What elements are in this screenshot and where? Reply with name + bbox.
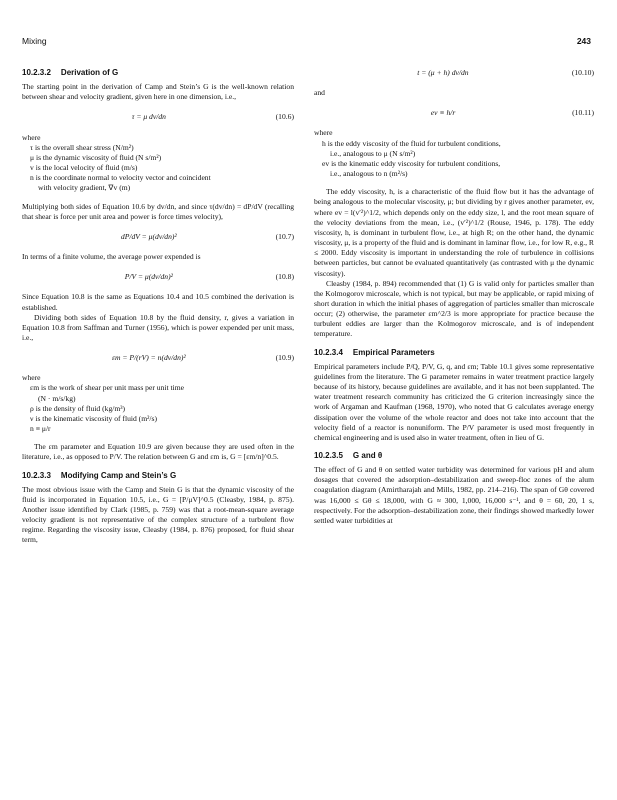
definition-list: τ is the overall shear stress (N/m²) μ is the dynamic viscosity of fluid (N s/m²) v is the local velocity of fluid (m/s) n is the coordinate normal to velocity vector and coincident with velocity gradient, ∇v (m) [30,142,211,193]
definition-list: εm is the work of shear per unit mass per unit time (N · m/s/kg) ρ is the density of fluid (kg/m³) ν is the kinematic viscosity of fluid (m²/s) n ≡ μ/r [30,383,184,434]
paragraph: Cleasby (1984, p. 894) recommended that (1) G is valid only for particles smaller than the Kolmogorov microscale, which is not typical, but may be applicable, or rapid mixing of short duration in which the initial phases of aggregation of particles smaller than microscale occur; (2) otherwise, the parameter εm^2/3 is more appropriate for practice because the turbulent eddies are larger than the Kolmogorov microscale, and is of independent temperature. [314,278,594,339]
paragraph: Multiplying both sides of Equation 10.6 by dv/dn, and since τ(dv/dn) = dP/dV (recalling that shear is force per unit area and power is force times velocity), [22,201,294,221]
right-column [314,68,594,526]
and-label: and [314,88,325,98]
page-number: 243 [576,36,591,46]
paragraph: Empirical parameters include P/Q, P/V, G, q, and εm; Table 10.1 gives some representative guidelines from the literature. The G parameter remains in water treatment practice largely because of its history, because guidelines are available, and it has not been supplanted. The water treatment research community has criticized the G criterion increasingly since the work of Argaman and Kaufman (1968, 1970), who noted that G calculates average energy dissipation over the volume of the whole reactor and does not take into account that the velocity field of a reactor is nonuniform. The P/V parameter is used most frequently in chemical engineering and is used also in water treatment, often in lieu of G. [314,361,594,442]
equation-10-8: P/V = μ(dv/dn)² (10.8) [124,272,294,282]
section-heading-10-2-3-5: 10.2.3.5 G and θ [314,451,383,460]
paragraph: The εm parameter and Equation 10.9 are given because they are used often in the literature, i.e., as opposed to P/V. The relation between G and εm is, G = [εm/n]^0.5. [22,442,294,462]
section-heading-10-2-3-4: 10.2.3.4 Empirical Parameters [314,347,435,357]
where-label: where [22,132,41,142]
left-column [22,68,294,546]
paragraph: Since Equation 10.8 is the same as Equations 10.4 and 10.5 combined the derivation is established. [22,292,294,312]
paragraph: The eddy viscosity, h, is a characteristic of the fluid flow but it has the advantage of being analogous to the molecular viscosity, μ; but dividing by r gives another parameter, ev, where ev = l(v′²)^1/2, which depends only on the eddy size, l, and the root mean square of the velocity deviations from the mean, i.e., (v′²)^1/2 (Rouse, 1946, p. 178). The eddy viscosity, h, is dominant in turbulent flow, i.e., at high R; on the other hand, the dynamic viscosity, μ, is a property of the fluid and is dominant in laminar flow, i.e., for low R, e.g., R ≤ 2000. Eddy viscosity is important in understanding the role of turbulence in collisions between particles, but cannot be evaluated quantitatively (as contrasted with μ the dynamic viscosity). [314,187,595,278]
equation-10-10: t = (μ + h) dv/dn (10.10) [417,68,594,77]
definition-list: h is the eddy viscosity of the fluid for turbulent conditions, i.e., analogous to μ (N s/m²) ev is the kinematic eddy viscosity for turbulent conditions, i.e., analogous to n (m²/s) [322,138,501,179]
equation-10-11: ev ≡ h/r (10.11) [430,108,594,118]
where-label: where [314,128,333,138]
equation-10-6: τ = μ dv/dn (10.6) [131,112,294,122]
section-heading-10-2-3-2: 10.2.3.2 Derivation of G [22,68,119,77]
paragraph: The starting point in the derivation of Camp and Stein’s G is the well-known relation between shear and velocity gradient, given here in one dimension, i.e., [22,82,294,102]
running-head: Mixing [22,36,47,46]
equation-10-7: dP/dV = μ(dv/dn)² (10.7) [120,231,294,241]
paragraph: The most obvious issue with the Camp and Stein G is that the dynamic viscosity of the fluid is incorporated in Equation 10.5, i.e., G = [P/μV]^0.5 (Cleasby, 1984, p. 875). Another issue identified by Clark (1985, p. 759) was that a root-mean-square average velocity gradient is not representative of the complex structure of a turbulent flow regime. Regarding the viscosity issue, Cleasby (1984, p. 876) proposed, for fluid shear term, [22,484,294,545]
paragraph: Dividing both sides of Equation 10.8 by the fluid density, r, gives a variation in Equation 10.8 from Saffman and Turner (1956), which is power expended per unit mass, i.e., [22,312,294,342]
paragraph: The effect of G and θ on settled water turbidity was determined for various pH and alum dosages that covered the adsorption–destabilization and sweep-floc zones of the alum coagulation diagram (Amirtharajah and Mills, 1982, pp. 214–216). The span of Gθ covered was 16,000 ≤ Gθ ≤ 18,000, with G ≈ 300, 1,000, 16,000 s⁻¹, and θ = 60, 20, 1 s, respectively. For the adsorption–destabilization zone, their findings showed markedly lower settled water turbidities at [314,465,594,525]
section-heading-10-2-3-3: 10.2.3.3 Modifying Camp and Stein’s G [22,470,177,480]
where-label: where [22,373,41,383]
equation-10-9: εm = P/(rV) = n(dv/dn)² (10.9) [111,353,294,363]
paragraph: In terms of a finite volume, the average power expended is [22,252,201,262]
